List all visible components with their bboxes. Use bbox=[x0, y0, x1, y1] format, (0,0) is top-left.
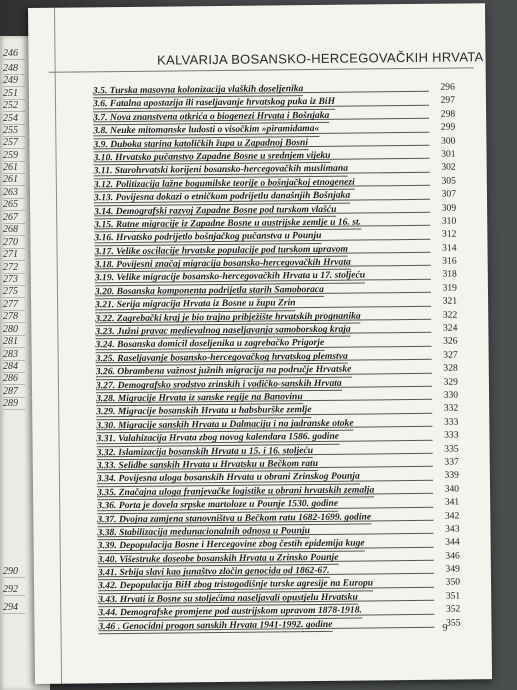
toc-entry-page: 328 bbox=[443, 362, 458, 374]
underlying-page-number: 273 bbox=[3, 274, 25, 286]
toc-entry-page: 318 bbox=[442, 268, 457, 281]
underlying-page-number: 251 bbox=[3, 88, 25, 100]
toc-entry-title: 3.40. Višestruke doseobe bosanskih Hrvata u Zrinsko Pounje bbox=[98, 550, 339, 567]
toc-entry-page: 297 bbox=[440, 94, 456, 107]
underlying-page-number: 265 bbox=[3, 199, 25, 211]
toc-entry-title: 3.36. Porta je dovela srpske martoloze u Pounje 1530. godine bbox=[97, 497, 338, 514]
toc-entry-title: 3.43. Hrvati iz Bosne su stoljećima naseljavali opustjelu Hrvatsku bbox=[98, 590, 358, 607]
toc-entry-title: 3.30. Migracije sanskih Hrvata u Dalmaciju i na jadranske otoke bbox=[96, 416, 353, 433]
toc-entry-title: 3.41. Srbija slavi kao junaštvo zločin genocida od 1862-67. bbox=[98, 564, 330, 581]
underlying-page-number: 267 bbox=[3, 212, 25, 224]
underlying-page-number: 268 bbox=[3, 224, 25, 236]
toc-entry-page: 307 bbox=[441, 188, 457, 200]
toc-entry-title: 3.18. Povijesni značaj migracija bosansko-hercegovačkih Hrvata bbox=[95, 256, 351, 273]
page-number: 9 bbox=[442, 622, 448, 634]
underlying-page-number: 289 bbox=[3, 398, 25, 410]
toc-entry-page: 298 bbox=[440, 108, 456, 120]
underlying-page-number: 284 bbox=[3, 361, 25, 373]
toc-entry-page: 314 bbox=[442, 242, 457, 254]
toc-entry-page: 322 bbox=[442, 309, 458, 321]
underlying-page-number: 270 bbox=[3, 237, 25, 249]
toc-entry-page: 309 bbox=[441, 202, 457, 214]
toc-entry-page: 316 bbox=[442, 255, 457, 267]
toc-entry-title: 3.44. Demografske promjene pod austrijskom upravom 1878-1918. bbox=[98, 604, 362, 621]
underlying-page-number: 248 bbox=[3, 63, 25, 75]
toc-entry-page: 355 bbox=[446, 617, 461, 629]
toc-entry-page: 335 bbox=[444, 443, 459, 455]
toc-entry-title: 3.6. Fatalna apostazija ili raseljavanje hrvatskog puka iz BiH bbox=[93, 95, 335, 112]
toc-entry-page: 337 bbox=[444, 456, 459, 468]
toc-entry-page: 300 bbox=[440, 135, 456, 147]
toc-entry-title: 3.13. Povijesna dokazi o etničkom podrijetlu današnjih Bošnjaka bbox=[94, 189, 350, 206]
underlying-page-number: 290 bbox=[3, 566, 25, 578]
underlying-page-number: 263 bbox=[3, 187, 25, 199]
toc-entry-title: 3.37. Dvojna zamjena stanovništva u Bečkom ratu 1682-1699. godine bbox=[97, 510, 371, 527]
toc-entry-title: 3.31. Valahizacija Hrvata zbog novog kalendara 1586. godine bbox=[96, 430, 339, 447]
toc-entry-title: 3.34. Povijesna uloga bosanskih Hrvata u obrani Zrinskog Pounja bbox=[97, 470, 360, 487]
toc-entry-page: 351 bbox=[445, 590, 461, 602]
toc-entry-title: 3.32. Islamizacija bosanskih Hrvata u 15. i 16. stoljeću bbox=[97, 444, 314, 461]
toc-entry-title: 3.35. Značajna uloga franjevačke logistike u obrani hrvatskih zemalja bbox=[97, 483, 374, 500]
toc-entry-title: 3.42. Depopulacija BiH zbog tristogodišnje turske agresije na Europu bbox=[98, 577, 373, 594]
toc-entry-page: 312 bbox=[441, 228, 457, 240]
underlying-page-number: 249 bbox=[3, 75, 25, 87]
toc-entry-title: 3.9. Duboka starina katoličkih župa u Zapadnoj Bosni bbox=[93, 136, 308, 153]
toc-entry-page: 329 bbox=[443, 376, 458, 388]
toc-entry-page: 342 bbox=[444, 510, 460, 522]
toc-entry-page: 324 bbox=[442, 322, 458, 334]
underlying-page-number: 287 bbox=[3, 386, 25, 398]
underlying-page-number: 255 bbox=[3, 125, 25, 137]
toc-entry-page: 333 bbox=[443, 416, 459, 428]
underlying-page-number: 254 bbox=[3, 113, 25, 125]
toc-entry-page: 302 bbox=[441, 161, 456, 174]
toc-entry-page: 301 bbox=[441, 148, 456, 160]
toc-entry-page: 352 bbox=[445, 603, 461, 615]
toc-entry-title: 3.12. Politizacija lažne bogumilske teorije o bošnjačkoj etnogenezi bbox=[94, 175, 355, 192]
toc-entry bbox=[98, 616, 460, 633]
underlying-page-number: 292 bbox=[3, 584, 25, 596]
toc-entry-page: 326 bbox=[443, 335, 458, 348]
toc-entry-page: 343 bbox=[445, 523, 460, 535]
toc-entry-page: 319 bbox=[442, 282, 458, 294]
underlying-page-number: 259 bbox=[3, 150, 25, 162]
toc-entry-page: 346 bbox=[445, 550, 460, 562]
underlying-page-number: 257 bbox=[3, 137, 25, 149]
underlying-page-number: 246 bbox=[3, 48, 25, 60]
toc-entry-page: 310 bbox=[441, 215, 457, 227]
underlying-page-number: 278 bbox=[3, 311, 25, 323]
underlying-page-number: 261 bbox=[3, 162, 25, 174]
margin-rule bbox=[54, 8, 62, 684]
toc-entry-page: 333 bbox=[444, 429, 459, 441]
underlying-page-number: 261 bbox=[3, 174, 25, 186]
toc-entry-page: 349 bbox=[445, 563, 460, 575]
toc-entry-title: 3.29. Migracije bosanskih Hrvata u habsburške zemlje bbox=[96, 403, 311, 420]
toc-entry-page: 321 bbox=[442, 295, 458, 307]
book-page bbox=[28, 3, 492, 684]
toc-entry-title: 3.23. Južni pravac medievalnog naseljavanja samoborskog kraja bbox=[95, 323, 350, 340]
toc-entry-page: 296 bbox=[440, 81, 455, 93]
toc-entry-title: 3.15. Ratne migracije iz Zapadne Bosne u austrijske zemlje u 16. st. bbox=[94, 215, 361, 232]
underlying-page-number: 272 bbox=[3, 262, 25, 274]
underlying-page-number: 271 bbox=[3, 249, 25, 261]
toc-entry-title: 3.5. Turska masovna kolonizacija vlaških doseljenika bbox=[93, 82, 304, 99]
toc-entry-title: 3.7. Nova znanstvena otkrića o biogenezi Hrvata i Bošnjaka bbox=[93, 109, 329, 126]
toc-entry-title: 3.16. Hrvatsko podrijetlo bošnjačkog pučanstva u Pounju bbox=[94, 229, 321, 246]
toc-entry-title: 3.17. Velike oscilacije hrvatske populacije pod turskom upravom bbox=[94, 242, 348, 259]
underlying-page-number: 286 bbox=[3, 373, 25, 385]
underlying-page-number: 294 bbox=[3, 602, 25, 614]
toc-entry-title: 3.24. Bosanska domicil doseljenika u zagrebačko Prigorje bbox=[95, 336, 324, 353]
toc-entry-title: 3.28. Migracije Hrvata iz sanske regije na Banovinu bbox=[96, 390, 303, 407]
toc-entry-page: 340 bbox=[444, 483, 460, 495]
toc-entry-page: 341 bbox=[444, 496, 460, 508]
toc-entry-title: 3.33. Selidbe sanskih Hrvata u Hrvatsku u Bečkom ratu bbox=[97, 457, 318, 474]
toc-entry-title: 3.26. Obrambena važnost južnih migracija na područje Hrvatske bbox=[96, 363, 352, 380]
toc-entry-page: 330 bbox=[443, 389, 459, 401]
toc-entry-title: 3.8. Neuke mitomanske ludosti o visočkim »piramidama« bbox=[93, 122, 319, 139]
running-header: KALVARIJA BOSANSKO-HERCEGOVAČKIH HRVATA bbox=[157, 49, 484, 68]
toc-entry-page: 332 bbox=[443, 402, 459, 415]
toc-entry-title: 3.19. Velike migracije bosansko-hercegovačkih Hrvata u 17. stoljeću bbox=[95, 269, 365, 286]
toc-entry-page: 350 bbox=[445, 576, 461, 589]
underlying-page-number: 277 bbox=[3, 299, 25, 311]
toc-entry-title: 3.21. Serija migracija Hrvata iz Bosne u župu Zrin bbox=[95, 296, 296, 313]
toc-entry-page: 299 bbox=[440, 121, 456, 133]
toc-entry-title: 3.22. Zagrebački kraj je bio trajno pribježište hrvatskih prognanika bbox=[95, 309, 361, 326]
table-of-contents bbox=[93, 81, 461, 634]
header-rule bbox=[49, 67, 474, 72]
toc-entry-title: 3.46 . Genocidni progon sanskih Hrvata 1941-1992. godine bbox=[98, 617, 332, 634]
toc-entry-title: 3.25. Raseljavanje bosansko-hercegovačkog hrvatskog plemstva bbox=[96, 349, 348, 366]
toc-entry-page: 305 bbox=[441, 175, 456, 187]
toc-entry-title: 3.20. Bosanska komponenta podrijetla starih Samoboraca bbox=[95, 283, 324, 300]
toc-entry-title: 3.11. Starohrvatski korijeni bosansko-hercegovačkih muslimana bbox=[94, 162, 348, 179]
toc-entry-title: 3.10. Hrvatsko pučanstvo Zapadne Bosne u srednjem vijeku bbox=[94, 149, 331, 166]
toc-entry-title: 3.38. Stabilizacija medunacionalnih odnosa u Pounju bbox=[97, 524, 310, 541]
toc-entry-page: 339 bbox=[444, 469, 459, 481]
toc-entry-title: 3.39. Depopulacija Bosne i Hercegovine zbog čestih epidemija kuge bbox=[98, 537, 365, 554]
underlying-page-number: 252 bbox=[3, 100, 25, 112]
underlying-page-number: 275 bbox=[3, 286, 25, 298]
toc-entry-page: 344 bbox=[445, 536, 460, 548]
underlying-page-number: 280 bbox=[3, 324, 25, 336]
toc-entry-title: 3.14. Demografski razvoj Zapadne Bosne pod turskom vlašću bbox=[94, 202, 336, 219]
underlying-page-number: 283 bbox=[3, 349, 25, 361]
toc-entry-page: 327 bbox=[443, 349, 458, 361]
toc-entry-title: 3.27. Demografsko srodstvo zrinskih i vodičko-sanskih Hrvata bbox=[96, 376, 342, 393]
underlying-page-number: 281 bbox=[3, 336, 25, 348]
